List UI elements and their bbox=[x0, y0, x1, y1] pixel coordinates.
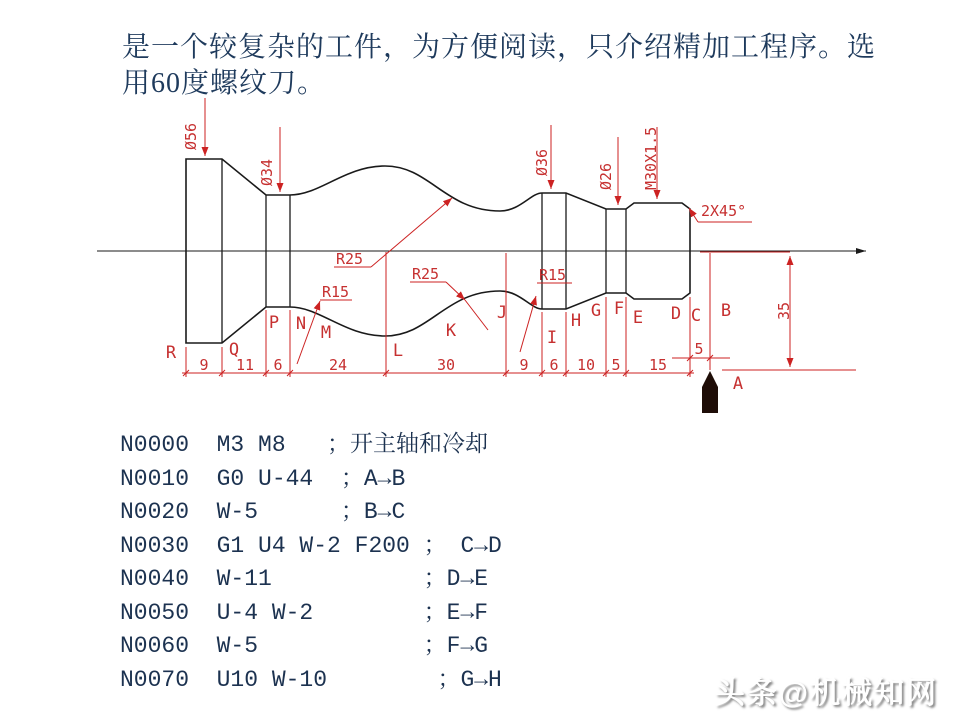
dim-11: 11 bbox=[235, 356, 255, 374]
point-M: M bbox=[320, 323, 332, 343]
point-H: H bbox=[570, 311, 582, 331]
point-E: E bbox=[632, 308, 644, 328]
dim-10: 10 bbox=[576, 356, 596, 374]
radius-label-r15-1: R15 bbox=[322, 283, 350, 301]
dim-6b: 6 bbox=[549, 356, 559, 374]
point-D: D bbox=[670, 304, 682, 324]
watermark: 头条@机械知网 bbox=[714, 677, 938, 710]
dia-label-56: Ø56 bbox=[182, 122, 200, 150]
centerline bbox=[97, 248, 866, 254]
dia-label-26: Ø26 bbox=[597, 162, 615, 190]
gcode-line-6: N0060 W-5 ；F→G bbox=[120, 633, 489, 659]
title-line-1: 是一个较复杂的工件，为方便阅读，只介绍精加工程序。选 bbox=[122, 32, 877, 63]
point-R: R bbox=[165, 343, 177, 363]
height-dim-label: 35 bbox=[775, 301, 793, 321]
cutting-tool-icon bbox=[702, 371, 718, 413]
dim-9a: 9 bbox=[199, 356, 209, 374]
point-B: B bbox=[720, 301, 732, 321]
chamfer-callout bbox=[689, 202, 752, 222]
gcode-line-7: N0070 U10 W-10 ；G→H bbox=[120, 666, 502, 693]
title-line-2: 用60度螺纹刀。 bbox=[122, 68, 327, 99]
gcode-program bbox=[120, 429, 502, 697]
dia-label-34: Ø34 bbox=[258, 158, 276, 186]
radius-label-r25-1: R25 bbox=[336, 250, 364, 268]
point-labels bbox=[166, 299, 743, 394]
dim-5: 5 bbox=[611, 356, 621, 374]
point-C: C bbox=[690, 306, 702, 326]
point-Q: Q bbox=[228, 340, 240, 360]
point-G: G bbox=[590, 301, 602, 321]
dim-30: 30 bbox=[436, 356, 456, 374]
dim-6a: 6 bbox=[273, 356, 283, 374]
radius-label-r15-2: R15 bbox=[539, 266, 567, 284]
dim-9b: 9 bbox=[519, 356, 529, 374]
point-P: P bbox=[268, 313, 280, 333]
gcode-line-5: N0050 U-4 W-2 ；E→F bbox=[120, 599, 489, 626]
gcode-line-0: N0000 M3 M8 ；开主轴和冷却 bbox=[120, 432, 489, 458]
thread-label: M30X1.5 bbox=[642, 126, 660, 190]
point-F: F bbox=[613, 299, 625, 319]
dim-15: 15 bbox=[648, 356, 668, 374]
radius-label-r25-2: R25 bbox=[412, 265, 440, 283]
dia-label-36: Ø36 bbox=[533, 148, 551, 176]
dim-24: 24 bbox=[328, 356, 348, 374]
gcode-line-1: N0010 G0 U-44 ；A→B bbox=[120, 465, 406, 492]
point-K: K bbox=[445, 321, 457, 341]
gcode-line-3: N0030 G1 U4 W-2 F200 ； C→D bbox=[120, 532, 502, 559]
point-I: I bbox=[546, 328, 558, 348]
point-A: A bbox=[732, 374, 744, 394]
gcode-line-4: N0040 W-11 ；D→E bbox=[120, 566, 489, 592]
radius-callouts bbox=[297, 198, 572, 364]
chamfer-label: 2X45° bbox=[701, 202, 747, 220]
point-N: N bbox=[295, 314, 307, 334]
point-J: J bbox=[496, 303, 508, 323]
length-dim-labels bbox=[199, 356, 667, 374]
point-L: L bbox=[392, 341, 404, 361]
gcode-line-2: N0020 W-5 ；B→C bbox=[120, 499, 406, 525]
diameter-leaders bbox=[205, 98, 657, 205]
offset-dim-label: 5 bbox=[694, 340, 704, 358]
